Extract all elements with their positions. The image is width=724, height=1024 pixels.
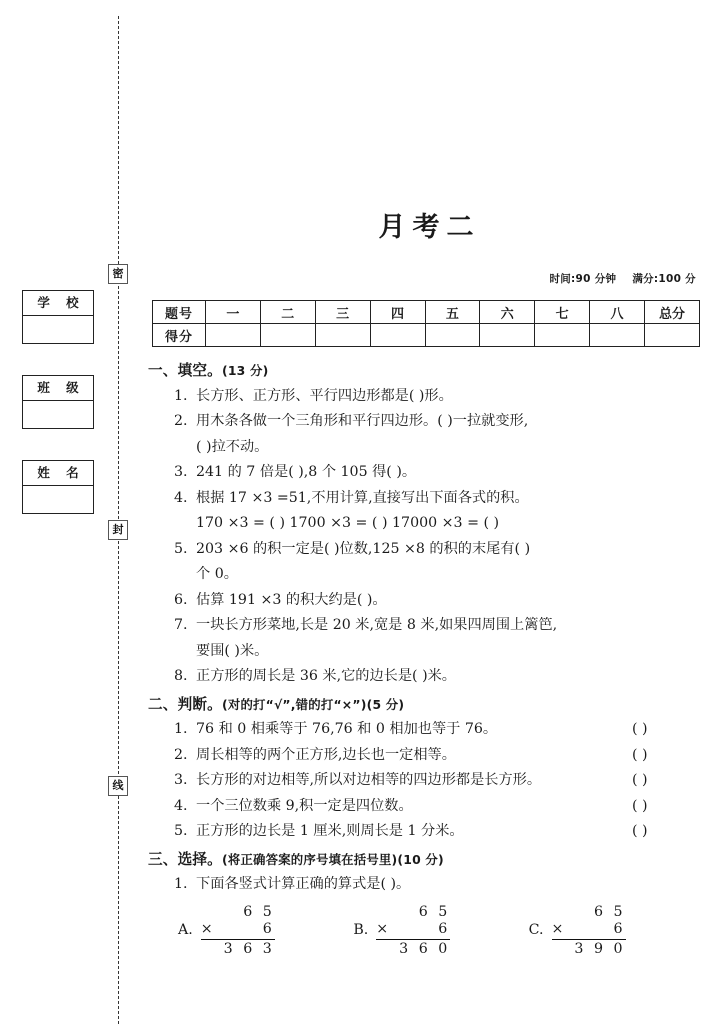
question-1-8-number: 8.: [174, 668, 188, 684]
question-2-4-number: 4.: [174, 797, 188, 814]
info-box-school: [22, 290, 94, 344]
score-cell-1[interactable]: [206, 324, 261, 347]
score-table-col-2: 二: [260, 301, 315, 324]
question-1-3-number: 3.: [174, 464, 188, 480]
question-2-4: [174, 794, 704, 820]
section-heading-1: [148, 358, 704, 384]
option-c-letter: C.: [528, 922, 544, 938]
question-1-6-number: 6.: [174, 591, 188, 608]
question-2-5: [174, 819, 704, 845]
score-cell-6[interactable]: [480, 324, 535, 347]
question-1-5-text: 203 ×6 的积一定是( )位数,125 ×8 的积的末尾有( ): [196, 540, 531, 557]
score-table-col-total: 总分: [645, 301, 700, 324]
score-table-col-7: 七: [535, 301, 590, 324]
score-table-col-8: 八: [590, 301, 645, 324]
question-2-5-answer-blank[interactable]: ( ): [632, 823, 648, 839]
option-c-multiplier: 6: [613, 920, 626, 937]
option-b-product: 3 6 0: [399, 940, 451, 957]
option-c-multiplicand: 6 5: [593, 903, 626, 920]
score-cell-8[interactable]: [590, 324, 645, 347]
question-1-7-text: 一块长方形菜地,长是 20 米,宽是 8 米,如果四周围上篱笆,: [196, 617, 558, 633]
question-3-1: [174, 872, 704, 898]
section-2-title: 二、判断。: [148, 695, 222, 713]
exam-body: [148, 356, 704, 958]
option-c-vertical-multiplication: [552, 904, 626, 958]
question-2-5-text: 正方形的边长是 1 厘米,则周长是 1 分米。: [196, 823, 464, 839]
info-box-name-field[interactable]: [23, 486, 93, 513]
score-cell-4[interactable]: [370, 324, 425, 347]
option-b-operator-row: [376, 921, 450, 940]
question-2-1: [174, 717, 704, 743]
multiply-icon: ×: [376, 920, 389, 937]
question-3-1-text: 下面各竖式计算正确的算式是( )。: [196, 876, 411, 892]
score-table-row-header-score: 得分: [153, 324, 206, 347]
option-b-letter: B.: [353, 922, 369, 938]
score-table: [152, 300, 700, 347]
option-b-multiplier: 6: [438, 920, 451, 937]
option-b[interactable]: [353, 904, 528, 958]
question-1-7-number: 7.: [174, 617, 188, 633]
question-1-8: [174, 664, 704, 690]
question-2-4-answer-blank[interactable]: ( ): [632, 797, 648, 814]
question-1-1-number: 1.: [174, 387, 188, 404]
multiply-icon: ×: [551, 920, 564, 937]
seal-char-feng: 封: [108, 520, 128, 540]
exam-meta: [549, 271, 696, 286]
page-title: 月考二: [378, 212, 481, 243]
score-table-col-6: 六: [480, 301, 535, 324]
section-3-note: (将正确答案的序号填在括号里): [221, 851, 398, 867]
question-1-4-number: 4.: [174, 489, 188, 506]
question-2-1-answer-blank[interactable]: ( ): [632, 721, 648, 737]
score-table-col-5: 五: [425, 301, 480, 324]
section-heading-2: [148, 692, 704, 718]
question-1-5: [174, 537, 704, 563]
info-box-school-label: 学 校: [23, 291, 93, 316]
info-box-class: [22, 375, 94, 429]
score-table-col-3: 三: [315, 301, 370, 324]
question-1-2-continued: ( )拉不动。: [196, 438, 269, 455]
question-1-5-continued: 个 0。: [196, 566, 238, 582]
score-table-row-header-number: 题号: [153, 301, 206, 324]
question-2-3-number: 3.: [174, 772, 188, 788]
question-2-4-text: 一个三位数乘 9,积一定是四位数。: [196, 797, 413, 814]
info-box-class-label: 班 级: [23, 376, 93, 401]
question-1-2: [174, 409, 704, 435]
question-1-6-text: 估算 191 ×3 的积大约是( )。: [196, 591, 387, 608]
option-a-product: 3 6 3: [223, 940, 275, 957]
question-1-3-text: 241 的 7 倍是( ),8 个 105 得( )。: [196, 464, 417, 480]
score-table-col-1: 一: [206, 301, 261, 324]
question-1-7-continued: 要围( )米。: [196, 642, 269, 659]
score-cell-2[interactable]: [260, 324, 315, 347]
question-1-3: [174, 460, 704, 486]
option-c-operator-row: [552, 921, 626, 940]
seal-char-xian: 线: [108, 776, 128, 796]
question-3-1-number: 1.: [174, 876, 188, 892]
question-1-4: [174, 486, 704, 512]
section-2-points: (5 分): [366, 696, 405, 712]
question-1-4-text: 根据 17 ×3 =51,不用计算,直接写出下面各式的积。: [196, 489, 529, 506]
section-1-points: (13 分): [221, 363, 269, 378]
question-1-4-subitems: 170 ×3 = ( ) 1700 ×3 = ( ) 17000 ×3 = ( ): [196, 515, 500, 531]
question-2-1-number: 1.: [174, 721, 188, 737]
question-1-2-number: 2.: [174, 413, 188, 429]
question-2-3-text: 长方形的对边相等,所以对边相等的四边形都是长方形。: [196, 772, 542, 788]
question-1-6: [174, 588, 704, 614]
question-2-3-answer-blank[interactable]: ( ): [632, 772, 648, 788]
question-2-5-number: 5.: [174, 823, 188, 839]
option-a-letter: A.: [178, 922, 193, 938]
exam-duration: 时间:90 分钟: [549, 273, 617, 285]
question-2-2-number: 2.: [174, 746, 188, 763]
exam-sheet: [148, 0, 704, 1024]
option-a[interactable]: [178, 904, 353, 958]
section-2-note: (对的打“√”,错的打“×”): [221, 696, 367, 712]
score-table-col-4: 四: [370, 301, 425, 324]
question-1-5-number: 5.: [174, 540, 188, 557]
question-2-2-answer-blank[interactable]: ( ): [632, 746, 648, 763]
question-1-1: [174, 384, 704, 410]
question-1-8-text: 正方形的周长是 36 米,它的边长是( )米。: [196, 668, 456, 684]
score-cell-total[interactable]: [645, 324, 700, 347]
question-2-2-text: 周长相等的两个正方形,边长也一定相等。: [196, 746, 456, 763]
option-b-vertical-multiplication: [376, 904, 450, 958]
question-2-2: [174, 743, 704, 769]
question-2-1-text: 76 和 0 相乘等于 76,76 和 0 相加也等于 76。: [196, 721, 498, 737]
option-a-multiplicand: 6 5: [243, 903, 275, 920]
seal-char-mi: 密: [108, 264, 128, 284]
info-box-name-label: 姓 名: [23, 461, 93, 486]
score-table-header-row: [153, 301, 700, 324]
option-a-vertical-multiplication: [201, 904, 275, 958]
option-a-operator-row: [201, 921, 275, 940]
score-cell-7[interactable]: [535, 324, 590, 347]
option-c[interactable]: [529, 904, 704, 958]
info-box-name: [22, 460, 94, 514]
info-box-school-field[interactable]: [23, 316, 93, 343]
score-cell-3[interactable]: [315, 324, 370, 347]
score-cell-5[interactable]: [425, 324, 480, 347]
section-1-title: 一、填空。: [148, 362, 222, 379]
question-1-1-text: 长方形、正方形、平行四边形都是( )形。: [196, 387, 453, 404]
info-box-class-field[interactable]: [23, 401, 93, 428]
section-heading-3: [148, 847, 704, 873]
section-3-points: (10 分): [397, 851, 444, 867]
option-c-product: 3 9 0: [574, 940, 626, 957]
score-table-score-row: [153, 324, 700, 347]
exam-full-score: 满分:100 分: [632, 273, 696, 285]
question-3-1-options: [178, 904, 704, 958]
question-1-7: [174, 613, 704, 639]
question-2-3: [174, 768, 704, 794]
option-a-multiplier: 6: [262, 920, 275, 937]
section-3-title: 三、选择。: [148, 850, 222, 868]
option-b-multiplicand: 6 5: [418, 903, 451, 920]
multiply-icon: ×: [200, 920, 213, 937]
question-1-2-text: 用木条各做一个三角形和平行四边形。( )一拉就变形,: [196, 413, 529, 429]
